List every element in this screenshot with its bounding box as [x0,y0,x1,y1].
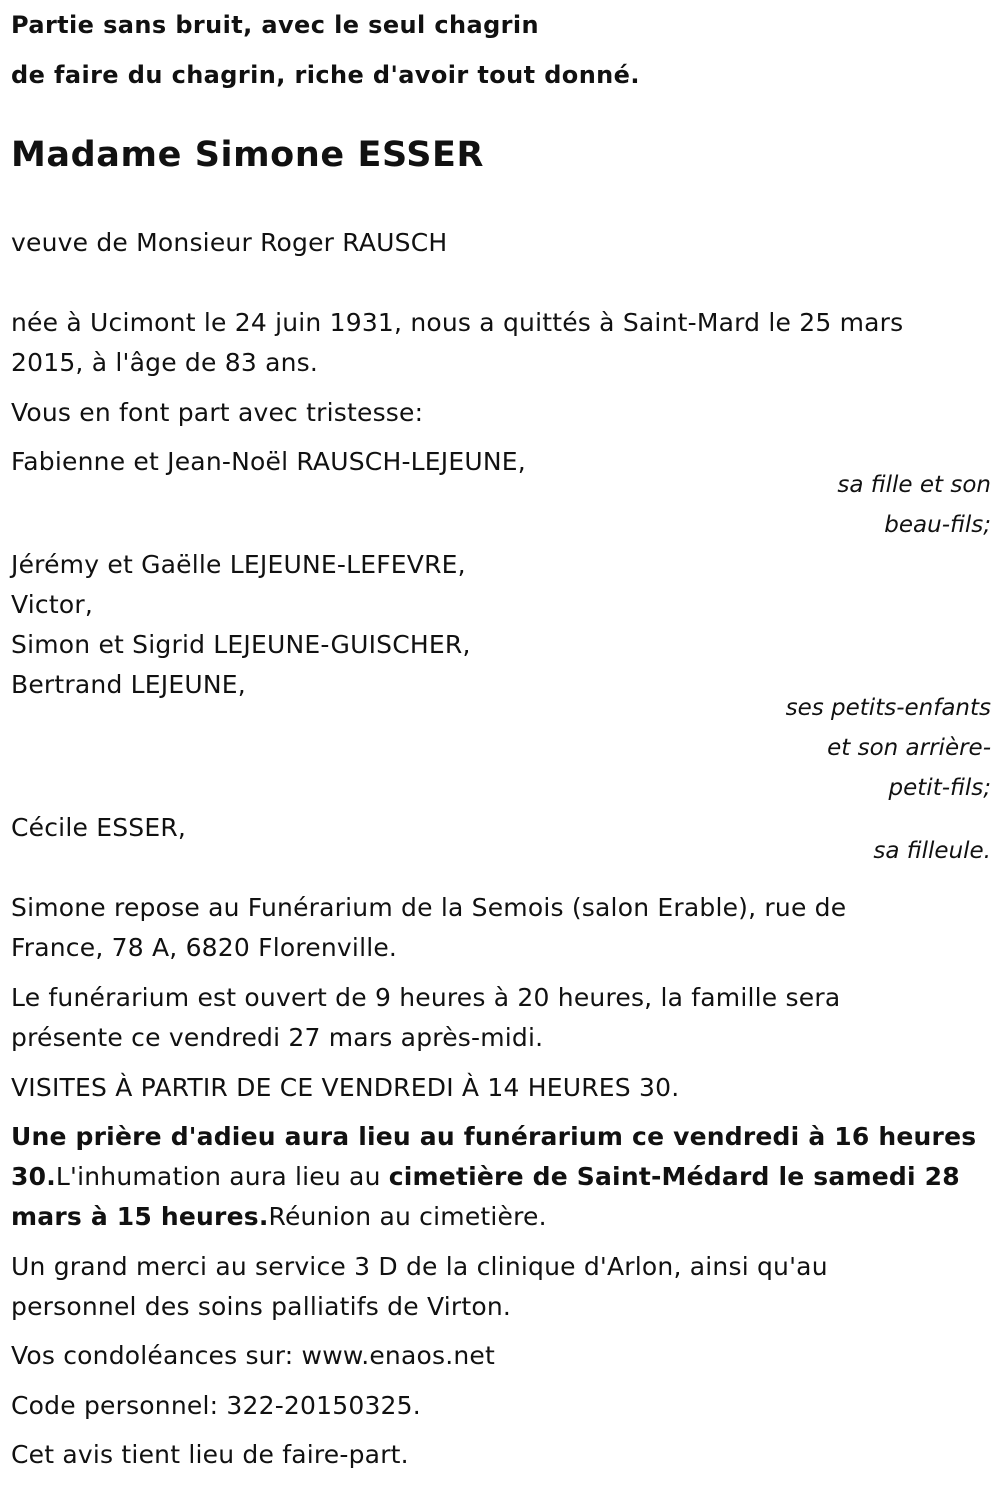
family-name-2: Jérémy et Gaëlle LEJEUNE-LEFEVRE, [11,550,466,579]
opening-hours-line-1: Le funérarium est ouvert de 9 heures à 20 heures, la famille sera [11,983,841,1012]
ceremony-line-3-bold: mars à 15 heures. [11,1202,269,1231]
ceremony-line-2 [11,1157,960,1197]
closing-line: Cet avis tient lieu de faire-part. [11,1440,409,1469]
relation-grandchildren-line-2: et son arrière- [827,735,991,761]
family-name-1: Fabienne et Jean-Noël RAUSCH-LEJEUNE, [11,447,526,476]
ceremony-line-2-normal: L'inhumation aura lieu au [55,1162,389,1191]
birth-death-line-1: née à Ucimont le 24 juin 1931, nous a quittés à Saint-Mard le 25 mars [11,308,904,337]
deceased-name: Madame Simone ESSER [11,135,485,175]
thanks-line-1: Un grand merci au service 3 D de la clinique d'Arlon, ainsi qu'au [11,1252,828,1281]
ceremony-line-3-normal: Réunion au cimetière. [268,1202,547,1231]
family-name-3: Victor, [11,590,93,619]
family-name-6: Cécile ESSER, [11,813,187,842]
epigraph-line-1: Partie sans bruit, avec le seul chagrin [11,11,540,39]
relation-goddaughter: sa filleule. [873,838,991,864]
family-name-4: Simon et Sigrid LEJEUNE-GUISCHER, [11,630,471,659]
thanks-line-2: personnel des soins palliatifs de Virton. [11,1292,512,1321]
family-name-5: Bertrand LEJEUNE, [11,670,246,699]
epigraph-line-2: de faire du chagrin, riche d'avoir tout donné. [11,61,640,89]
ceremony-line-2-bold-a: 30. [11,1162,56,1191]
rests-at-line-1: Simone repose au Funérarium de la Semois (salon Erable), rue de [11,893,847,922]
relation-daughter-line-1: sa fille et son [837,472,991,498]
relation-grandchildren-line-3: petit-fils; [888,775,991,801]
ceremony-line-1-bold: Une prière d'adieu aura lieu au funérarium ce vendredi à 16 heures [11,1122,977,1151]
relation-grandchildren-line-1: ses petits-enfants [785,695,991,721]
ceremony-line-1 [11,1117,976,1157]
condolences-line: Vos condoléances sur: www.enaos.net [11,1341,495,1370]
ceremony-line-3 [11,1197,547,1237]
relation-daughter-line-2: beau-fils; [884,512,991,538]
personal-code-line: Code personnel: 322-20150325. [11,1391,421,1420]
ceremony-line-2-bold-b: cimetière de Saint-Médard le samedi 28 [388,1162,960,1191]
rests-at-line-2: France, 78 A, 6820 Florenville. [11,933,398,962]
announcement-intro: Vous en font part avec tristesse: [11,398,424,427]
widow-of-line: veuve de Monsieur Roger RAUSCH [11,228,448,257]
birth-death-line-2: 2015, à l'âge de 83 ans. [11,348,319,377]
opening-hours-line-2: présente ce vendredi 27 mars après-midi. [11,1023,544,1052]
visits-line: VISITES À PARTIR DE CE VENDREDI À 14 HEURES 30. [11,1073,680,1102]
